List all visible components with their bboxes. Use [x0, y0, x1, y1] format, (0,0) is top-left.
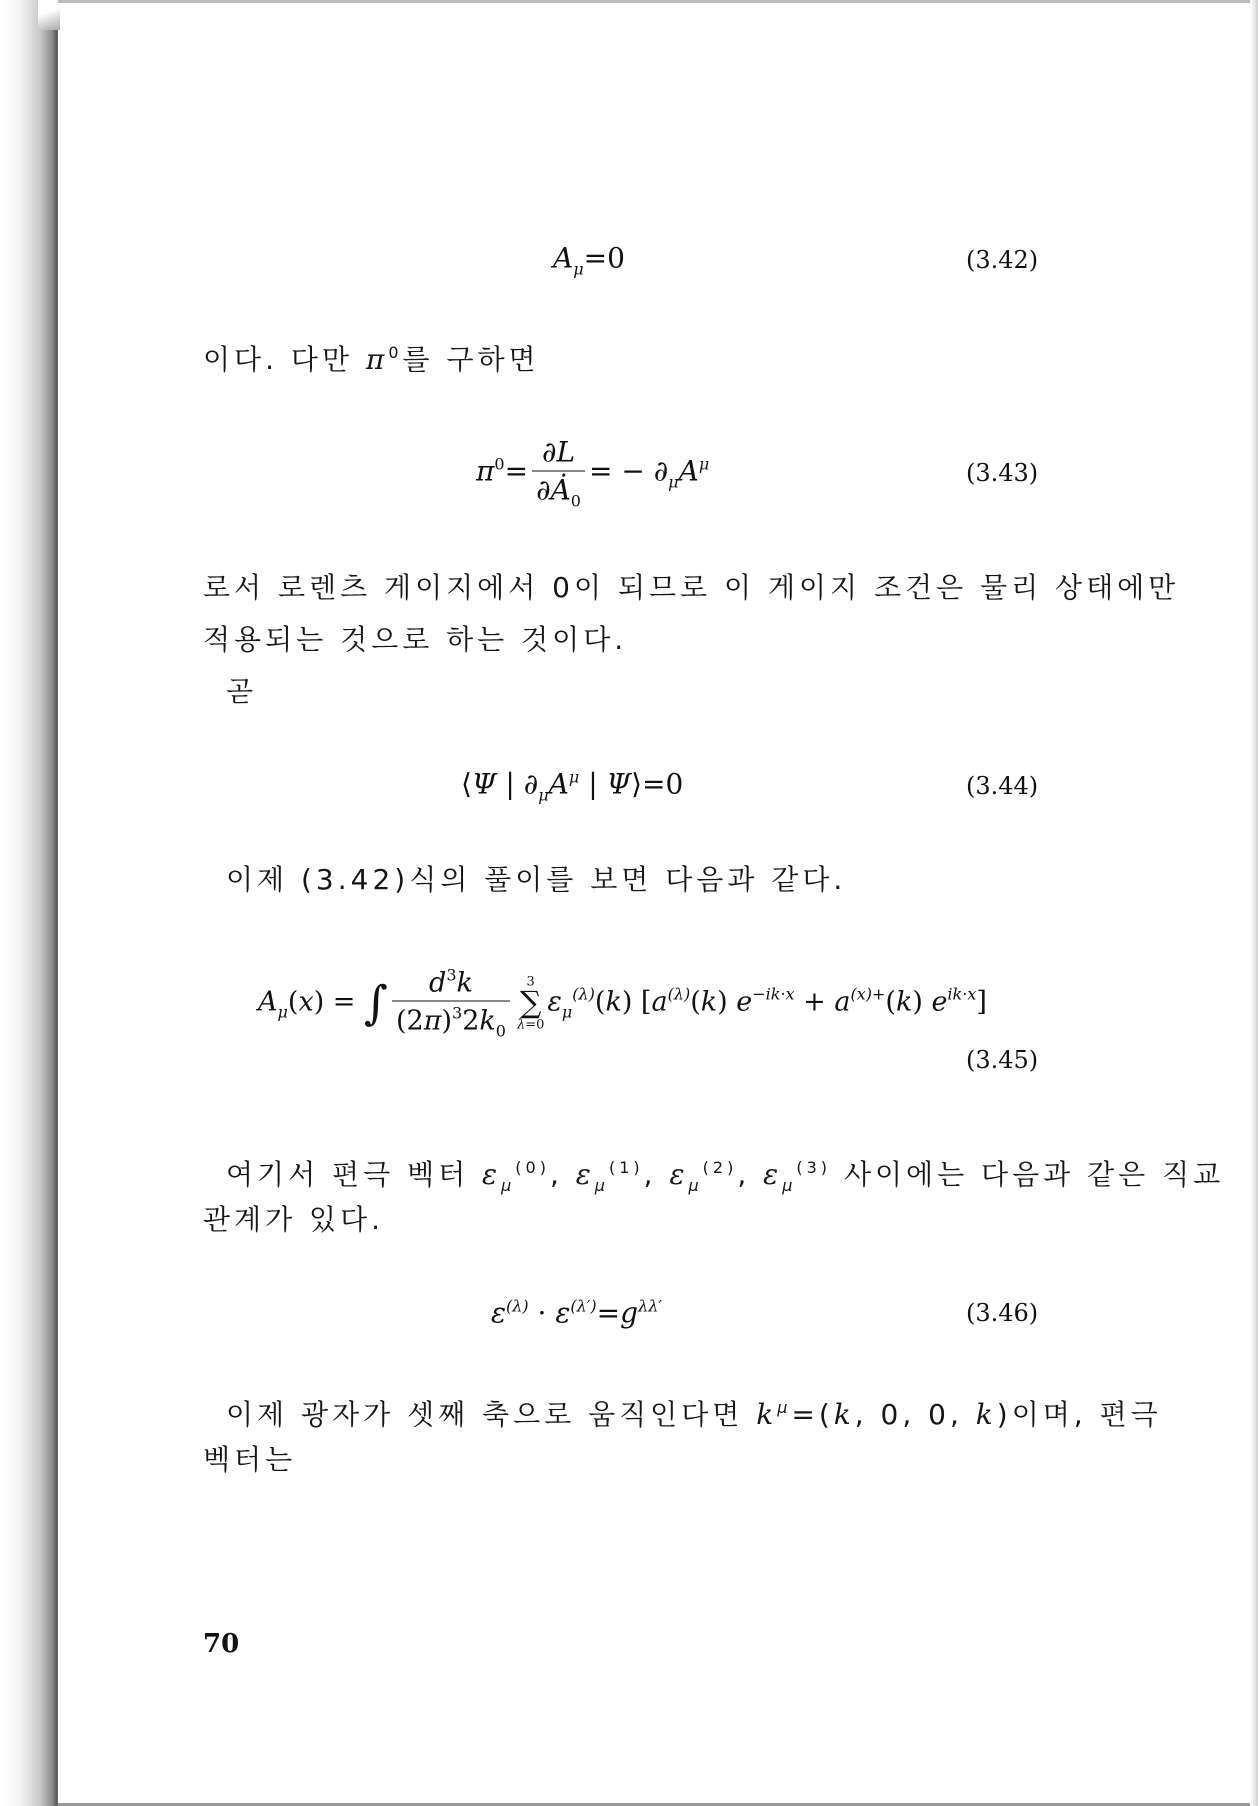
paragraph-text: 이다. 다만: [203, 343, 366, 376]
paragraph-1: 이다. 다만 $\pi^0$를 구하면: [203, 343, 540, 376]
page-right-edge: [1250, 0, 1258, 1806]
equation-3-45: [58, 948, 1250, 1074]
equation-body: $\pi^0=$ $\frac{\partial L}{\partial Ȧ_0}$ = − $\partial_\mu A^\mu$: [476, 435, 710, 511]
equation-body: ⟨Ψ | $\partial_\mu A^\mu$ | Ψ⟩=0: [461, 767, 684, 805]
paragraph-text: 이제 광자가 셋째 축으로 움직인다면: [226, 1398, 744, 1431]
page-corner: [38, 0, 60, 30]
paragraph-2-line-1: 로서 로렌츠 게이지에서 0이 되므로 이 게이지 조건은 물리 상태에만: [203, 571, 1180, 604]
paragraph-4: 이제 (3.42)식의 풀이를 보면 다음과 같다.: [226, 863, 847, 896]
paragraph-text: 사이에는 다음과 같은 직교: [843, 1158, 1225, 1191]
paragraph-3: 곧: [226, 675, 258, 708]
equation-number: (3.42): [966, 246, 1039, 274]
book-spine-shadow: [0, 0, 58, 1806]
paragraph-text: 이며, 편극: [1011, 1398, 1162, 1431]
paragraph-2-line-2: 적용되는 것으로 하는 것이다.: [203, 623, 628, 656]
paragraph-6-line-1: 이제 광자가 셋째 축으로 움직인다면 $k^\mu=(k$, 0, 0, k)이며, 편극: [226, 1398, 1162, 1431]
equation-3-43: [58, 428, 1250, 518]
paragraph-5-line-2: 관계가 있다.: [203, 1203, 385, 1236]
paragraph-5-line-1: 여기서 편극 벡터 $\varepsilon_\mu^{(0)}$, $\varepsilon_\mu^{(1)}$, $\varepsilon_\mu^{(2)}$, $\varepsilon_\mu^{(3)}$ 사이에는 다음과 같은 직교: [226, 1158, 1225, 1195]
equation-body: $A_\mu=0$: [553, 241, 625, 279]
paragraph-text: 를 구하면: [402, 343, 540, 376]
paragraph-6-line-2: 벡터는: [203, 1443, 297, 1476]
equation-3-46: [58, 1268, 1250, 1358]
equation-3-42: [58, 215, 1250, 305]
book-page: [58, 3, 1250, 1803]
equation-body: $A_\mu(x)$ = ∫ $\frac{d^3k}{(2\pi)^32k_0}$ 3 ∑ $\lambda=0\varepsilon_\mu^{(\lambda)}(k)$ [$a^{(\lambda)}(k) e^{-ik\cdot x} + a^{(x)+}(k)$ $e^{ik\cdot x}$]: [258, 965, 987, 1041]
equation-3-44: [58, 741, 1250, 831]
equation-body: $\varepsilon^{(\lambda)} \cdot \varepsilon^{(\lambda')}=g^{\lambda\lambda'}$: [491, 1296, 662, 1330]
equation-number: (3.44): [966, 772, 1039, 800]
equation-number: (3.45): [966, 1046, 1039, 1074]
equation-number: (3.43): [966, 459, 1039, 487]
page-number: 70: [203, 1629, 240, 1659]
equation-number: (3.46): [966, 1299, 1039, 1327]
paragraph-text: 여기서 편극 벡터: [226, 1158, 470, 1191]
